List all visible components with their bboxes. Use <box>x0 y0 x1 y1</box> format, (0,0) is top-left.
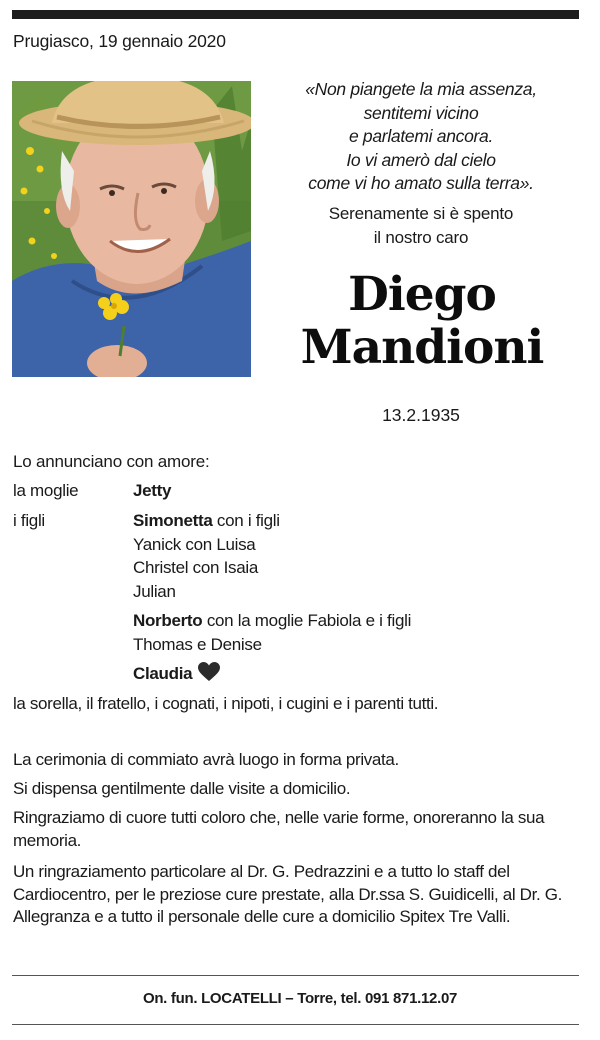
child-relation: con la moglie Fabiola e i figli <box>202 611 412 630</box>
child-name: Simonetta <box>133 511 213 530</box>
memorial-quote <box>268 78 574 196</box>
ceremony-notice: La cerimonia di commiato avrà luogo in forma privata. <box>13 750 399 769</box>
quote-line: «Non piangete la mia assenza, <box>305 79 537 99</box>
wife-label: la moglie <box>13 481 79 500</box>
quote-line: e parlatemi ancora. <box>348 126 494 146</box>
child-entry-norberto <box>133 609 411 656</box>
wife-entry <box>133 479 171 503</box>
quote-line: come vi ho amato sulla terra». <box>308 173 534 193</box>
thanks-notice: Ringraziamo di cuore tutti coloro che, nelle varie forme, onoreranno la sua memoria. <box>13 808 545 850</box>
place-date: Prugiasco, 19 gennaio 2020 <box>13 31 226 51</box>
death-intro <box>268 202 574 249</box>
child-entry-claudia <box>133 662 220 689</box>
grandchild-line: Yanick con Luisa <box>133 534 256 554</box>
child-name: Claudia <box>133 664 193 683</box>
grandchild-line: Julian <box>133 581 176 601</box>
wife-name: Jetty <box>133 481 172 500</box>
intro-line: il nostro caro <box>373 227 469 247</box>
funeral-home-contact: On. fun. LOCATELLI – Torre, tel. 091 871.12.07 <box>142 990 458 1007</box>
announcement-intro: Lo annunciano con amore: <box>13 452 210 471</box>
intro-line: Serenamente si è spento <box>328 204 514 223</box>
deceased-name <box>262 268 582 374</box>
child-entry-simonetta <box>133 509 280 603</box>
quote-line: sentitemi vicino <box>363 102 479 123</box>
visits-notice: Si dispensa gentilmente dalle visite a domicilio. <box>13 779 351 798</box>
quote-line: Io vi amerò dal cielo <box>346 149 496 170</box>
black-heart-icon <box>198 662 220 689</box>
child-name: Norberto <box>133 611 203 630</box>
grandchild-line: Christel con Isaia <box>133 558 258 577</box>
birth-date: 13.2.1935 <box>382 405 460 425</box>
deceased-last-name: Mandioni <box>300 320 544 375</box>
deceased-first-name: Diego <box>348 267 496 322</box>
footer-rule-top <box>12 975 579 976</box>
grandchild-line: Thomas e Denise <box>133 634 262 654</box>
children-label: i figli <box>13 511 45 530</box>
portrait-photo <box>12 81 251 377</box>
extended-family: la sorella, il fratello, i cognati, i nipoti, i cugini e i parenti tutti. <box>13 694 439 713</box>
top-rule <box>12 10 579 19</box>
special-thanks-notice: Un ringraziamento particolare al Dr. G. Pedrazzini e a tutto lo staff del Cardiocentro, per le preziose cure prestate, alla Dr.ssa S. Guidicelli, al Dr. G. Allegranza e a tutto il personale delle cure a domicilio Spitex Tre Valli. <box>13 862 562 926</box>
footer-rule-bottom <box>12 1024 579 1025</box>
child-relation: con i figli <box>212 511 280 530</box>
